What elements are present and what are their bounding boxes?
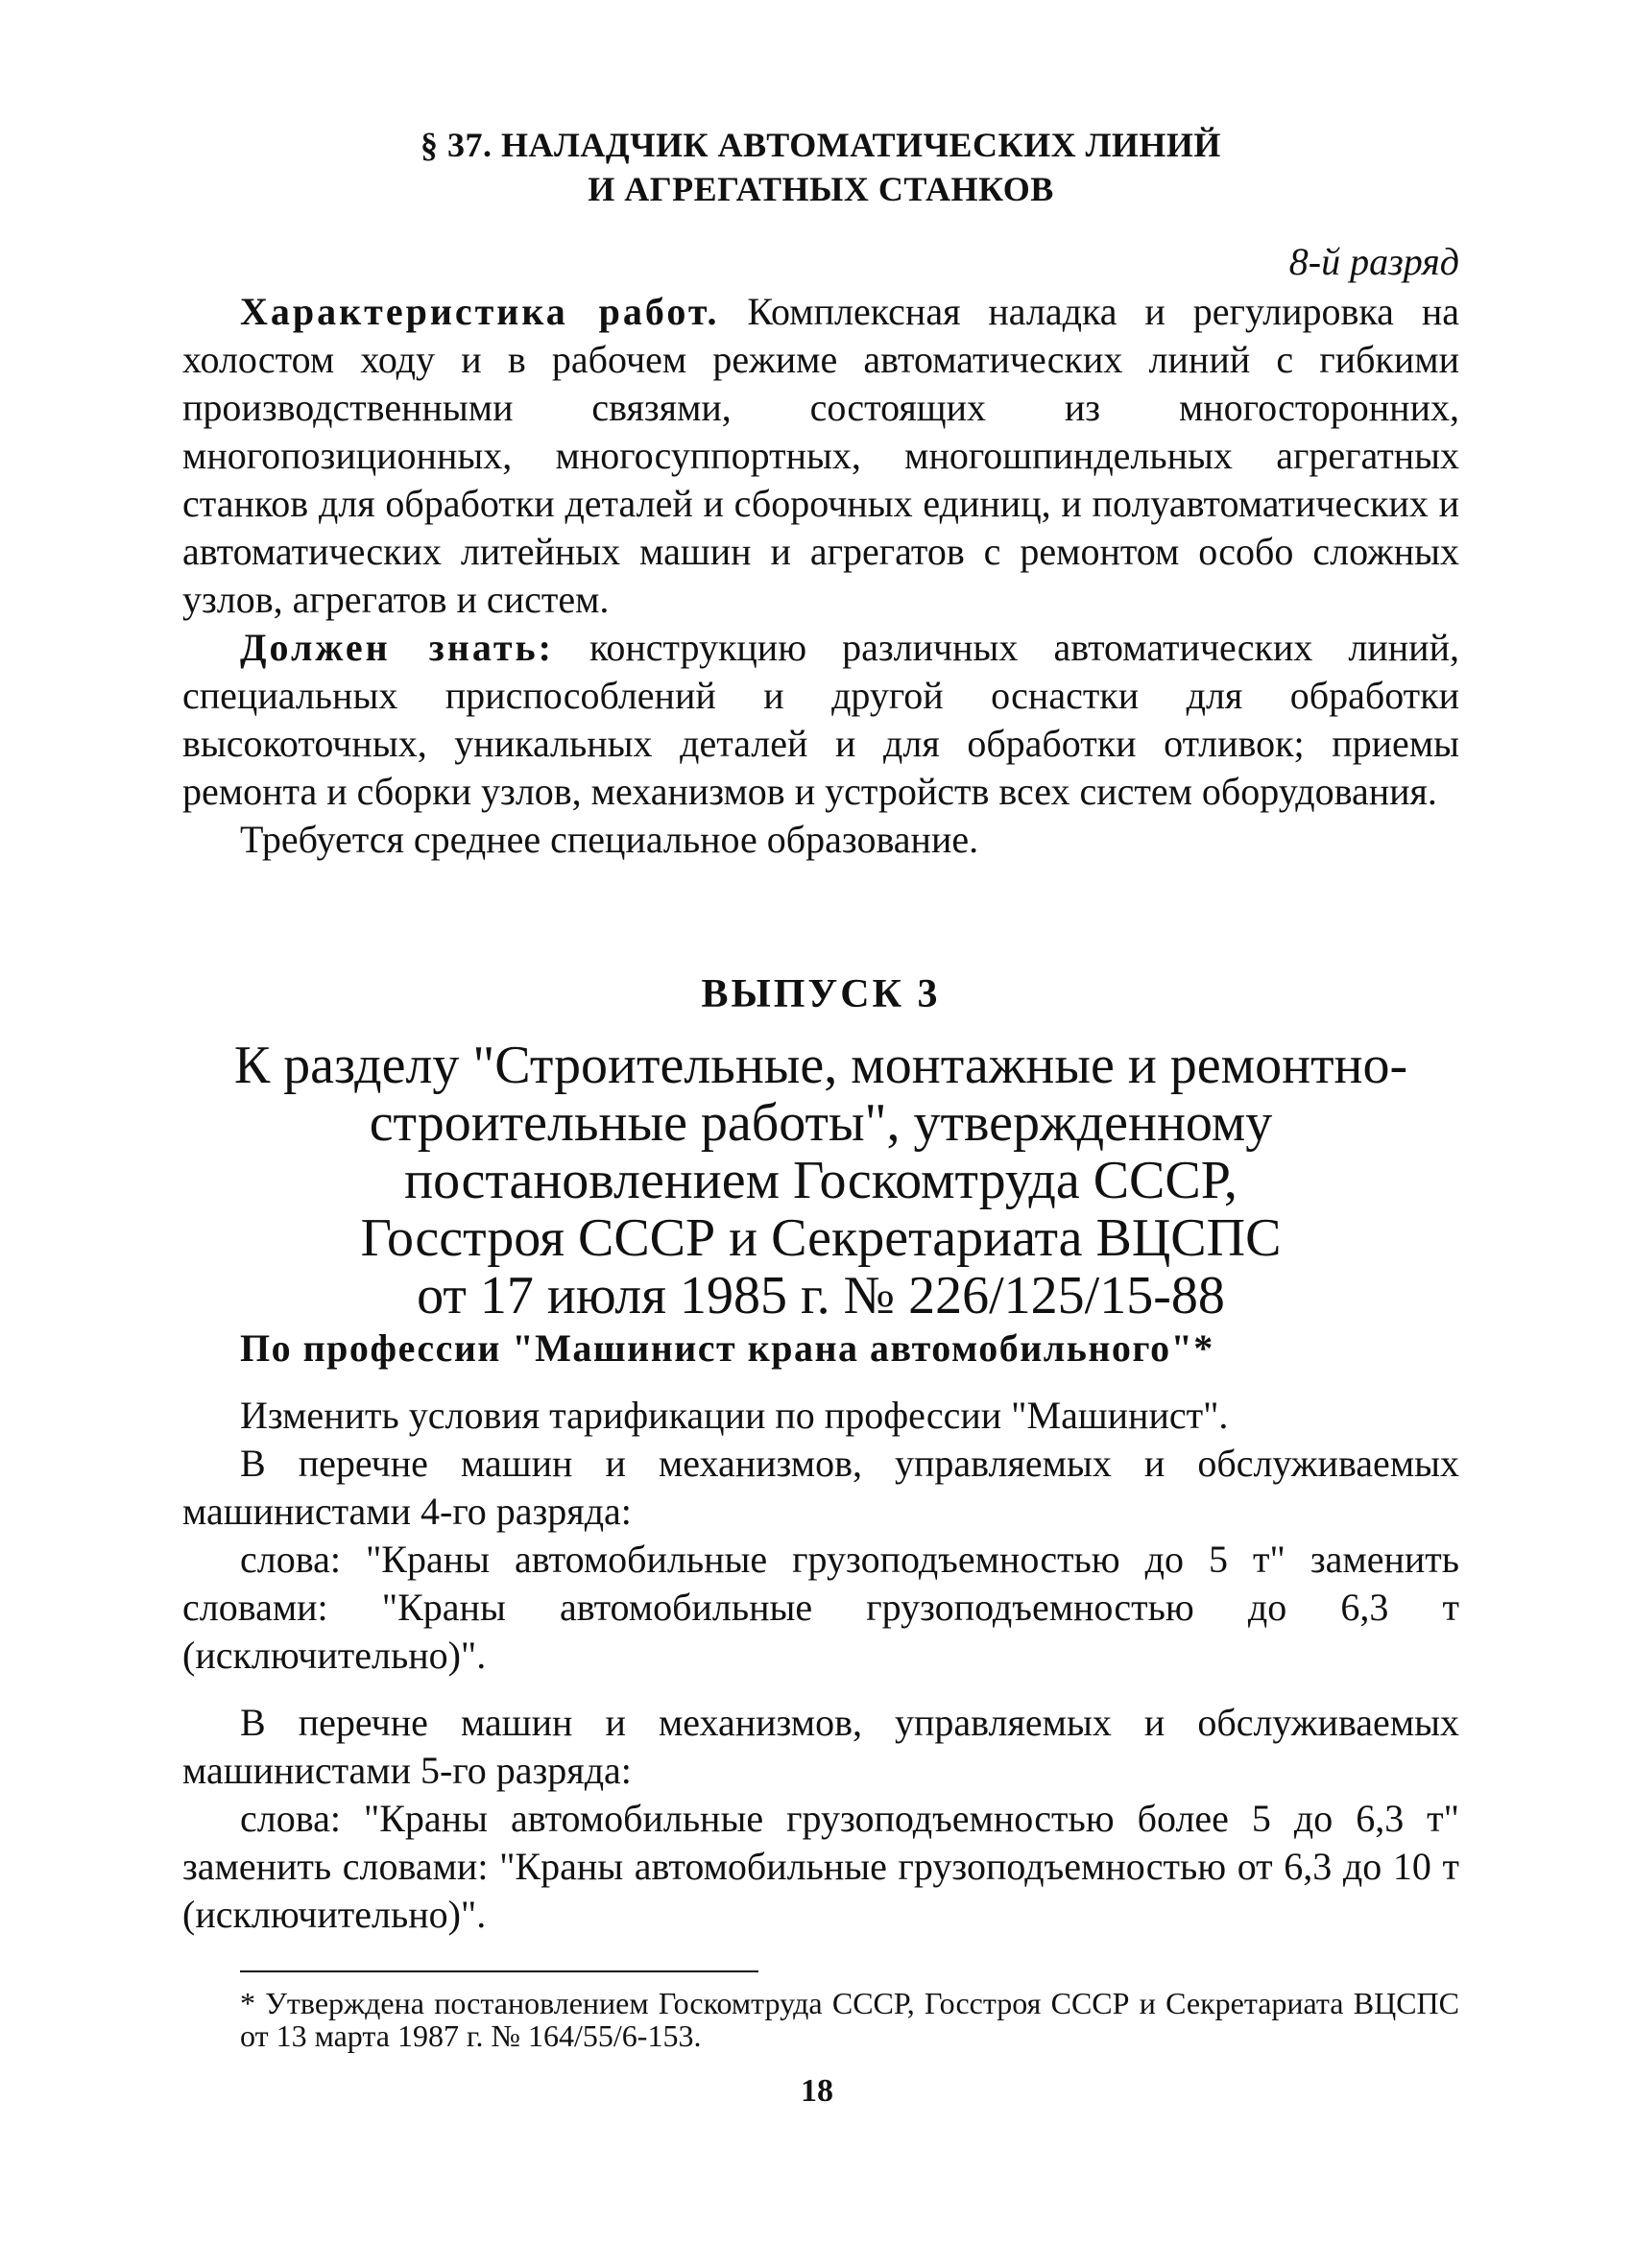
section-title-line-1: § 37. НАЛАДЧИК АВТОМАТИЧЕСКИХ ЛИНИЙ — [421, 126, 1221, 164]
must-know-label: Должен знать: — [240, 626, 554, 669]
work-characteristics-paragraph — [182, 288, 1459, 624]
rank-label: 8-й разряд — [1288, 240, 1459, 283]
issue-paragraph: слова: "Краны автомобильные грузоподъемностью более 5 до 6,3 т" заменить словами: "Краны автомобильные грузоподъемностью от 6,3 до 10 т (исключительно)". — [182, 1797, 1459, 1936]
profession-heading: По профессии "Машинист крана автомобильного"* — [240, 1326, 1214, 1370]
section-title-line-2: И АГРЕГАТНЫХ СТАНКОВ — [588, 170, 1054, 208]
issue-paragraph: слова: "Краны автомобильные грузоподъемностью до 5 т" заменить словами: "Краны автомобильные грузоподъемностью до 6,3 т (исключительно)". — [182, 1538, 1459, 1677]
issue-body — [182, 1392, 1459, 1939]
issue-title-line: Госстроя СССР и Секретариата ВЦСПС — [360, 1208, 1282, 1268]
issue-title-line: строительные работы", утвержденному — [369, 1093, 1273, 1153]
footnote-text: * Утверждена постановлением Госкомтруда СССР, Госстроя СССР и Секретариата ВЦСПС от 13 марта 1987 г. № 164/55/6-153. — [240, 1986, 1459, 2053]
work-characteristics-label: Характеристика работ. — [240, 290, 720, 333]
issue-title-line: от 17 июля 1985 г. № 226/125/15-88 — [417, 1266, 1225, 1325]
issue-paragraph: Изменить условия тарификации по профессии "Машинист". — [240, 1394, 1229, 1437]
education-paragraph: Требуется среднее специальное образование. — [240, 818, 979, 861]
must-know-paragraph — [182, 624, 1459, 816]
issue-title — [182, 1037, 1459, 1325]
work-characteristics-text: Комплексная наладка и регулировка на холостом ходу и в рабочем режиме автоматических линий с гибкими производственными связями, состоящих из многосторонних, многопозиционных, многосуппортных, многошпиндельных агрегатных станков для обработки деталей и сборочных единиц, и полуавтоматических и автоматических литейных машин и агрегатов с ремонтом особо сложных узлов, агрегатов и систем. — [182, 290, 1459, 621]
issue-paragraph: В перечне машин и механизмов, управляемых и обслуживаемых машинистами 4-го разряда: — [182, 1442, 1459, 1533]
issue-paragraph: В перечне машин и механизмов, управляемых и обслуживаемых машинистами 5-го разряда: — [182, 1701, 1459, 1792]
issue-title-line: К разделу "Строительные, монтажные и ремонтно- — [233, 1036, 1408, 1095]
section-heading — [182, 123, 1459, 211]
section-body — [182, 288, 1459, 864]
footnote-divider — [240, 1970, 758, 1972]
issue-heading: ВЫПУСК 3 — [701, 972, 941, 1016]
issue-title-line: постановлением Госкомтруда СССР, — [404, 1151, 1238, 1210]
page-number: 18 — [801, 2073, 833, 2109]
footnote — [240, 1987, 1459, 2052]
must-know-text: конструкцию различных автоматических линий, специальных приспособлений и другой оснастки для обработки высокоточных, уникальных деталей и для обработки отливок; приемы ремонта и сборки узлов, механизмов и устройств всех систем оборудования. — [182, 626, 1459, 813]
